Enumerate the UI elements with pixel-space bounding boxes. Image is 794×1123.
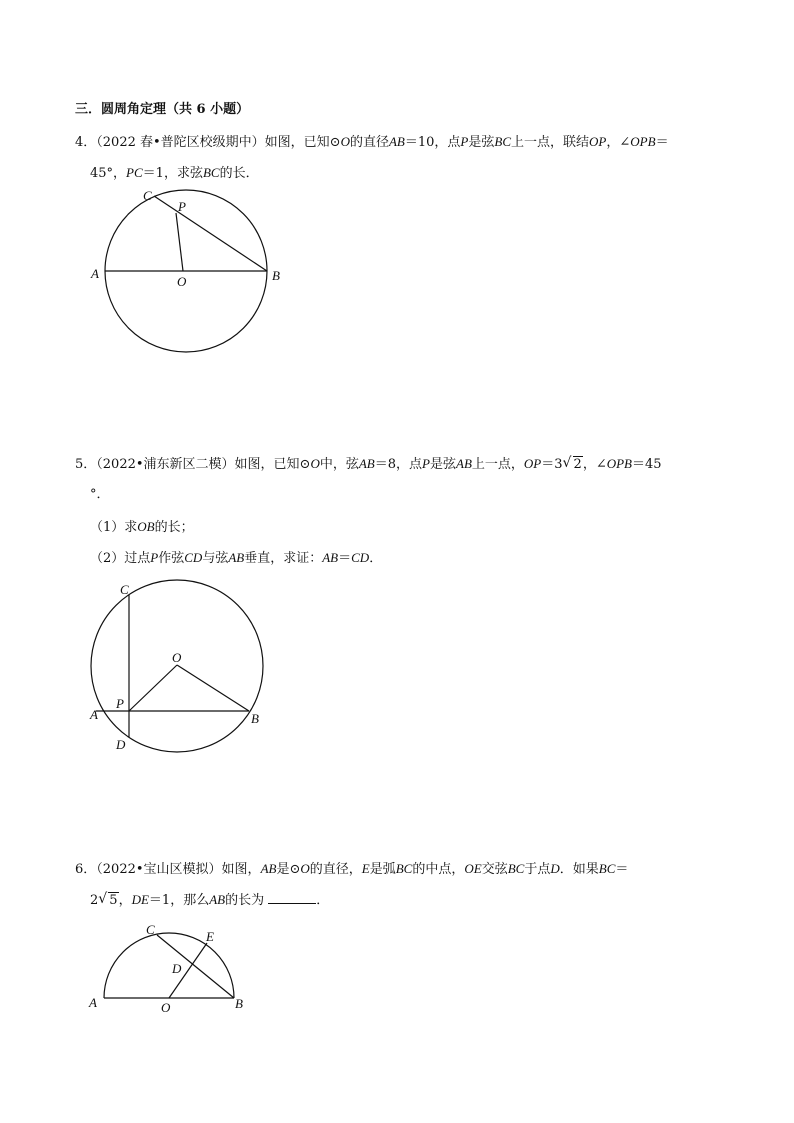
q5-var: P	[422, 456, 430, 471]
q5-text: 是弦	[429, 457, 456, 472]
q6-text: ．	[316, 893, 330, 908]
q5-label-o: O	[172, 650, 182, 665]
q5-text: ．	[369, 551, 383, 566]
q5-text: 与弦	[202, 551, 229, 566]
q5-text: 垂直，求证：	[244, 551, 323, 566]
q6-number: 6．	[75, 862, 97, 877]
q4-var: BC	[494, 134, 512, 149]
q6-source: （2022•宝山区模拟）	[96, 862, 222, 877]
q6-chord-bc	[157, 935, 234, 998]
q4-label-b: B	[272, 268, 280, 283]
q6-text: 交弦	[481, 862, 508, 877]
q6-var: AB	[209, 892, 226, 907]
q6-var: O	[300, 861, 310, 876]
q4-var: AB	[388, 134, 405, 149]
q4-var: P	[460, 134, 469, 149]
q5-label-d: D	[116, 737, 126, 752]
q4-text: ，∠	[606, 135, 631, 150]
q5-text: ＝3	[541, 457, 563, 472]
q4-text: ＝1，求弦	[142, 166, 203, 181]
q5-text: ＝	[338, 551, 352, 566]
q6-text: 是弧	[369, 862, 396, 877]
q6-text: ＝	[615, 862, 629, 877]
q6-text: 2	[90, 893, 99, 908]
q6-text: 的中点，	[412, 862, 465, 877]
q5-var: AB	[322, 550, 339, 565]
q4-text: 是弦	[468, 135, 495, 150]
q6-label-a: A	[89, 995, 97, 1010]
q6-text: ．如果	[559, 862, 599, 877]
q6-var: BC	[395, 861, 413, 876]
q6-var: AB	[260, 861, 277, 876]
q6-semicircle	[104, 933, 234, 998]
q6-text: ，	[118, 893, 132, 908]
q5-number: 5．	[75, 457, 97, 472]
q5-label-p: P	[116, 696, 124, 711]
q4-text: 45°，	[90, 166, 127, 181]
q4-label-p: P	[178, 199, 186, 214]
q6-text: 的长为	[225, 893, 265, 908]
q4-var: O	[340, 134, 350, 149]
q5-label-b: B	[251, 711, 259, 726]
q4-text: 的直径	[349, 135, 389, 150]
q4-label-a: A	[91, 266, 99, 281]
q6-sqrt-radicand: 5	[109, 893, 118, 908]
q5-var: O	[310, 456, 320, 471]
q4-text: 的长．	[219, 166, 259, 181]
q6-text: 的直径，	[309, 862, 362, 877]
q5-text: ＝8，点	[374, 457, 423, 472]
q5-var: OB	[137, 519, 155, 534]
q6-text: 是⊙	[276, 862, 301, 877]
q4-text: ＝	[655, 135, 669, 150]
q5-var: OPB	[606, 456, 632, 471]
q4-var: BC	[202, 165, 220, 180]
q5-label-a: A	[90, 707, 98, 722]
q6-text: ＝1，那么	[148, 893, 210, 908]
q4-var: OP	[589, 134, 607, 149]
q6-var: E	[361, 861, 370, 876]
q4-text: 如图，已知⊙	[264, 135, 341, 150]
q4-var: PC	[126, 165, 143, 180]
q6-var: DE	[131, 892, 149, 907]
q5-text: 如图，已知⊙	[234, 457, 311, 472]
q5-text: 上一点，	[471, 457, 524, 472]
q6-label-o: O	[161, 1000, 171, 1015]
q5-text: ＝45	[632, 457, 662, 472]
q6-label-c: C	[146, 922, 155, 937]
q6-var: BC	[507, 861, 525, 876]
q5-text: 作弦	[158, 551, 185, 566]
q6-label-e: E	[206, 929, 214, 944]
q5-text: ，∠	[582, 457, 607, 472]
q4-label-c: C	[143, 188, 152, 203]
q4-var: OPB	[630, 134, 656, 149]
q5-label-c: C	[120, 582, 129, 597]
q4-text: ＝10，点	[404, 135, 461, 150]
q5-line2: °．	[90, 487, 110, 502]
q4-source: （2022 春•普陀区校级期中）	[96, 135, 265, 150]
q4-text: 上一点，联结	[511, 135, 590, 150]
q5-text: 中，弦	[319, 457, 359, 472]
q6-var: OE	[464, 861, 482, 876]
q5-var: AB	[228, 550, 245, 565]
q6-var: BC	[598, 861, 616, 876]
q5-var: CD	[184, 550, 203, 565]
q5-sqrt-radicand: 2	[573, 457, 582, 472]
q6-text: 于点	[524, 862, 551, 877]
q5-var: OP	[523, 456, 542, 471]
q5-var: P	[150, 550, 159, 565]
section-title: 三．圆周角定理（共 6 小题）	[75, 102, 250, 117]
q4-label-o: O	[177, 274, 187, 289]
q5-var: AB	[358, 456, 375, 471]
q5-text: （2）过点	[90, 551, 151, 566]
q5-text: （1）求	[90, 520, 138, 535]
q5-var: AB	[456, 456, 472, 471]
q6-label-d: D	[172, 961, 182, 976]
q6-label-b: B	[235, 996, 243, 1011]
q5-var: CD	[351, 550, 370, 565]
q6-text: 如图，	[221, 862, 261, 877]
q5-source: （2022•浦东新区二模）	[96, 457, 235, 472]
q6-var: D	[550, 861, 560, 876]
q4-number: 4．	[75, 135, 97, 150]
q5-text: 的长；	[154, 520, 194, 535]
